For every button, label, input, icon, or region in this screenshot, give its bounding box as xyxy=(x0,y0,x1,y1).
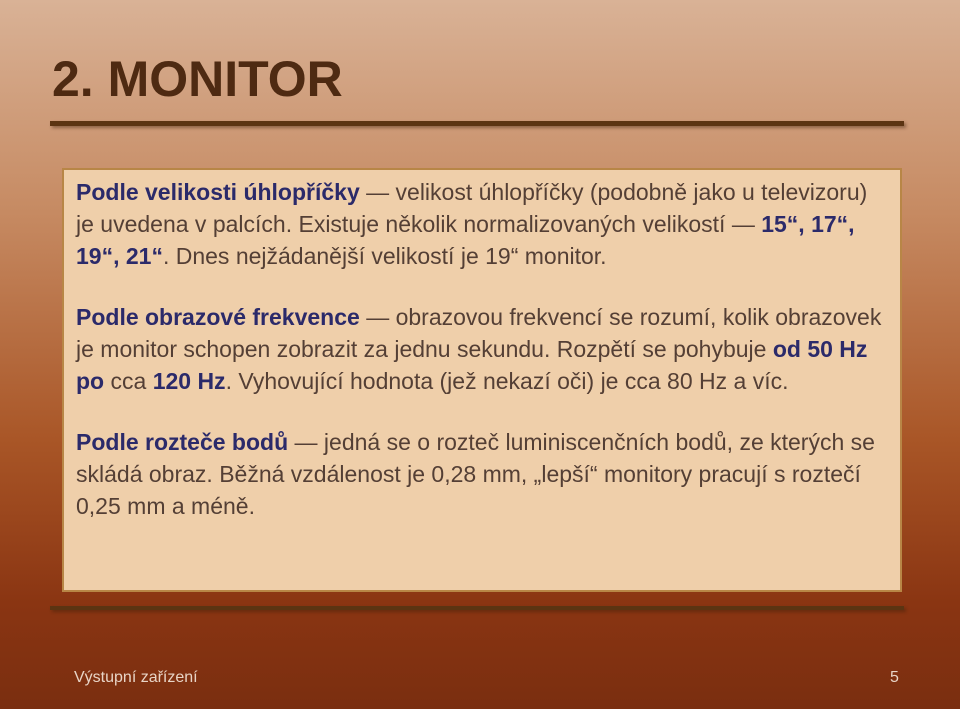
size-list: 15“, 17“, 19“, 21“ xyxy=(76,211,855,269)
paragraph-text: . Dnes nejžádanější velikostí je 19“ monitor. xyxy=(162,243,607,269)
paragraph-text: obrazovou frekvencí se rozumí, kolik obrazovek je monitor schopen zobrazit za jednu sekundu. Rozpětí se pohybuje xyxy=(76,304,882,362)
em-dash: — xyxy=(366,304,390,330)
range-from: od 50 Hz po xyxy=(76,336,868,394)
slide-title: 2. MONITOR xyxy=(52,51,343,107)
paragraph-diagonal-size xyxy=(76,176,890,272)
em-dash: — xyxy=(731,211,755,237)
term-diagonal-size: Podle velikosti úhlopříčky xyxy=(76,179,360,205)
title-divider xyxy=(50,121,904,126)
em-dash: — xyxy=(294,429,318,455)
paragraph-text: jedná se o rozteč luminiscenčních bodů, ze kterých se skládá obraz. Běžná vzdálenost je 0,28 mm, „lepší“ monitory pracují s roztečí 0,25 mm a méně. xyxy=(76,429,875,519)
footer-label: Výstupní zařízení xyxy=(74,669,198,686)
paragraph-text: velikost úhlopříčky (podobně jako u televizoru) je uvedena v palcích. Existuje několik normalizovaných velikostí xyxy=(76,179,868,237)
page-number: 5 xyxy=(890,669,899,686)
term-refresh-rate: Podle obrazové frekvence xyxy=(76,304,360,330)
range-to: 120 Hz xyxy=(152,368,226,394)
term-dot-pitch: Podle rozteče bodů xyxy=(76,429,289,455)
paragraph-text: . Vyhovující hodnota (jež nekazí oči) je cca 80 Hz a víc. xyxy=(225,368,789,394)
paragraph-refresh-rate xyxy=(76,301,890,397)
bottom-divider xyxy=(50,606,904,610)
paragraph-dot-pitch xyxy=(76,426,890,522)
paragraph-text: cca xyxy=(104,368,153,394)
em-dash: — xyxy=(366,179,390,205)
content-box xyxy=(62,168,902,592)
